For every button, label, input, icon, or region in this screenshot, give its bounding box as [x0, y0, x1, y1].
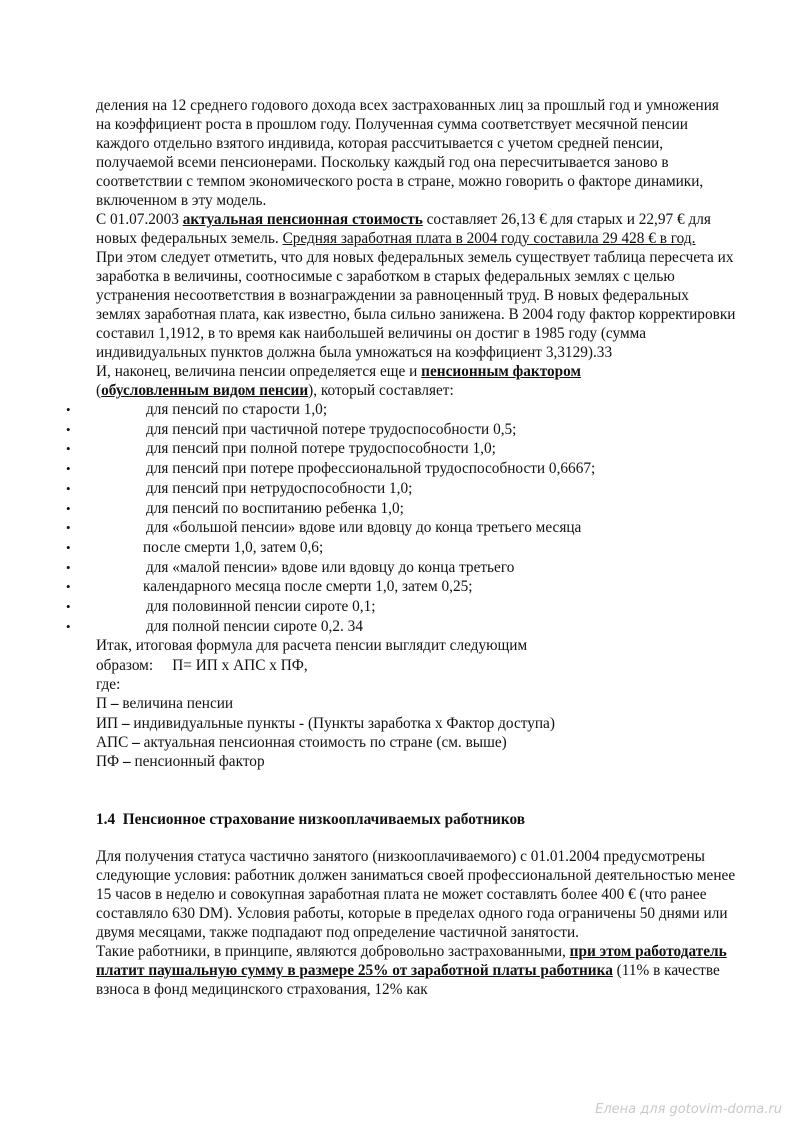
list-item-text: после смерти 1,0, затем 0,6;: [143, 538, 324, 556]
average-wage-statement: Средняя заработная плата в 2004 году составила 29 428 € в год.: [282, 230, 696, 247]
formula-definition: [96, 733, 736, 752]
definition-dash: –: [118, 714, 134, 732]
paragraph-text: И, наконец, величина пенсии определяется еще и: [96, 363, 422, 380]
definition-dash: –: [128, 733, 144, 751]
paragraph-text: Такие работники, в принципе, являются добровольно застрахованными,: [96, 942, 570, 960]
paragraph-text: (11% в качестве взноса в фонд медицинского страхования, 12% как: [96, 961, 720, 998]
term-pension-type: обусловленным видом пенсии: [101, 382, 309, 399]
formula-definition: [96, 714, 736, 733]
list-item: [66, 518, 736, 538]
bullet-icon: •: [66, 402, 71, 417]
definition-term: ИП: [96, 714, 119, 732]
list-item: [66, 400, 736, 420]
list-item-text: для полной пенсии сироте 0,2. 34: [146, 617, 363, 635]
bullet-icon: •: [66, 539, 71, 555]
definition-term: П: [96, 695, 108, 713]
list-item-text: для «большой пенсии» вдове или вдовцу до конца третьего месяца: [146, 519, 582, 537]
bullet-icon: •: [66, 421, 71, 437]
spacer: [96, 772, 736, 810]
definition-dash: –: [107, 695, 123, 713]
paragraph-text: С 01.07.2003: [96, 211, 183, 228]
list-item-text: для пенсий при потере профессиональной трудоспособности 0,6667;: [146, 460, 596, 478]
bullet-icon: •: [66, 579, 71, 595]
bullet-icon: •: [66, 461, 71, 477]
list-item: [66, 558, 736, 578]
bullet-icon: •: [66, 618, 71, 634]
document-page: [66, 96, 736, 999]
list-item-text: для пенсий при полной потере трудоспособности 1,0;: [146, 440, 496, 458]
list-item-text: для «малой пенсии» вдове или вдовцу до конца третьего: [146, 558, 515, 576]
list-item-text: для пенсий при частичной потере трудоспособности 0,5;: [146, 420, 517, 438]
section-number: 1.4: [96, 810, 116, 828]
definition-text: индивидуальные пункты - (Пункты заработка х Фактор доступа): [133, 714, 555, 732]
list-item: [66, 617, 736, 637]
list-item-text: для пенсий при нетрудоспособности 1,0;: [146, 479, 413, 497]
formula-intro: Итак, итоговая формула для расчета пенсии выглядит следующим: [96, 637, 528, 655]
pension-factor-list: [66, 400, 736, 636]
definition-text: величина пенсии: [122, 695, 234, 713]
list-item-text: для половинной пенсии сироте 0,1;: [146, 598, 376, 616]
list-item: [66, 597, 736, 617]
paragraph-pension-calculation: деления на 12 среднего годового дохода всех застрахованных лиц за прошлый год и умножения на коэффициент роста в прошлом году. Полученная сумма соответствует месячной пенсии каждого отдельно взятого индивида, которая рассчитывается с учетом средней пенсии, получаемой всеми пенсионерами. Поскольку каждый год она пересчитывается заново в соответствии с темпом экономического роста в стране, можно говорить о факторе динамики, включенном в эту модель.: [96, 97, 719, 209]
paragraph-employer-contribution: [96, 942, 736, 999]
list-item: [66, 538, 736, 558]
bullet-icon: •: [66, 500, 71, 516]
definition-term: АПС: [96, 733, 129, 751]
list-item: [66, 577, 736, 597]
definition-text: пенсионный фактор: [134, 753, 265, 771]
paragraph-pension-factor: [96, 362, 736, 400]
paragraph-part-time-status: Для получения статуса частично занятого (низкооплачиваемого) с 01.01.2004 предусмотрены следующие условия: работник должен заниматься своей профессиональной деятельностью менее 15 часов в неделю и совокупная заработная плата не может составлять более 400 € (что ранее составляло 630 DM). Условия работы, которые в пределах одного года ограничены 50 днями или двумя месяцами, также подпадают под определение частичной занятости.: [96, 847, 736, 941]
paragraph-text: (: [96, 382, 102, 399]
list-item-text: для пенсий по старости 1,0;: [146, 401, 328, 418]
list-item-text: для пенсий по воспитанию ребенка 1,0;: [146, 499, 404, 517]
definition-term: ПФ: [96, 753, 120, 771]
section-heading: [96, 810, 736, 829]
spacer: [96, 829, 736, 847]
list-item: [66, 439, 736, 459]
bullet-icon: •: [66, 520, 71, 536]
paragraph-text: ), который составляет:: [308, 382, 454, 399]
list-item: [66, 459, 736, 479]
bullet-icon: •: [66, 441, 71, 457]
bullet-icon: •: [66, 559, 71, 575]
section-title: Пенсионное страхование низкооплачиваемых работников: [122, 810, 525, 828]
formula-expression: образом: П= ИП х АПС х ПФ,: [96, 656, 308, 674]
formula-where: где:: [96, 676, 121, 694]
paragraph-new-lands: При этом следует отметить, что для новых федеральных земель существует таблица пересчета их заработка в величины, соотносимые с заработком в старых федеральных землях с целью устранения несоответствия в вознаграждении за равноценный труд. В новых федеральных землях заработная плата, как известно, была сильно занижена. В 2004 году фактор корректировки составил 1,1912, в то время как наибольшей величины он достиг в 1985 году (сумма индивидуальных пунктов должна была умножаться на коэффициент 3,3129).33: [96, 249, 736, 361]
definition-text: актуальная пенсионная стоимость по стране (см. выше): [143, 733, 507, 751]
definition-dash: –: [119, 753, 135, 771]
bullet-icon: •: [66, 480, 71, 496]
list-item: [66, 479, 736, 499]
site-watermark: Елена для gotovim-doma.ru: [595, 1102, 782, 1117]
paragraph-text: составляет 26,13 € для старых и 22,97 € для новых федеральных земель.: [96, 211, 711, 247]
formula-definition: [96, 694, 736, 713]
list-item: [66, 420, 736, 440]
term-actual-pension-value: актуальная пенсионная стоимость: [182, 211, 423, 228]
list-item: [66, 499, 736, 519]
employer-flat-rate-statement: при этом работодатель платит паушальную сумму в размере 25% от заработной платы работника: [96, 942, 727, 979]
term-pension-factor: пенсионным фактором: [421, 363, 581, 380]
paragraph-pension-value: [96, 210, 736, 248]
bullet-icon: •: [66, 599, 71, 615]
formula-definition: [96, 752, 736, 771]
list-item-text: календарного месяца после смерти 1,0, затем 0,25;: [143, 578, 473, 596]
